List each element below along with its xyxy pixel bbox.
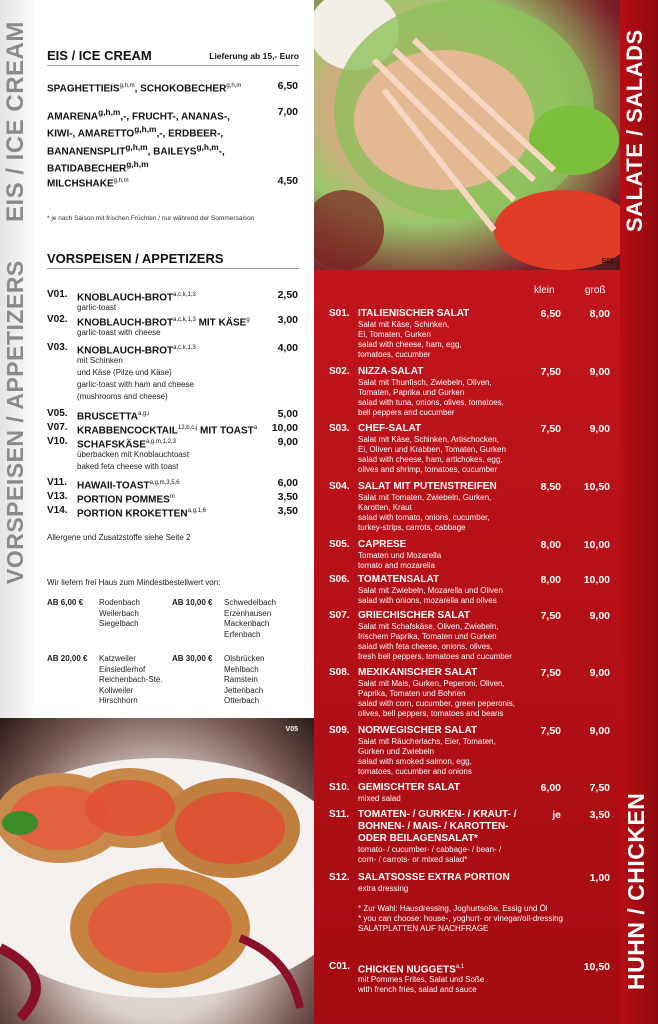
eis-header	[47, 48, 299, 66]
zone-place: Otterbach	[224, 696, 260, 705]
vor-sub: baked feta cheese with toast	[77, 462, 179, 471]
dressing-note-de: * Zur Wahl: Hausdressing, Joghurtsoße, Essig und Öl	[358, 904, 548, 913]
bruschetta-photo	[0, 718, 314, 1024]
sal-code: S02.	[329, 366, 350, 377]
vor-code: V07.	[47, 422, 68, 433]
salad-illustration	[314, 0, 620, 270]
zone-place: Kollweiler	[99, 685, 134, 695]
zone-place: Einsiedlerhof	[99, 664, 146, 674]
vor-code: V01.	[47, 289, 68, 300]
sal-sub: Tomaten, Paprika und Gurken	[358, 388, 465, 397]
eis-item-1: SPAGHETTIEIS$^{g,h,m}$, SCHOKOBECHER$^{g,h,m}$	[47, 83, 242, 95]
eis-item-3: MILCHSHAKE$^{g,h,m}$	[47, 178, 129, 190]
chicken-price: 10,50	[583, 961, 610, 973]
zone-place: Mackenbach	[224, 619, 270, 628]
vor-header	[47, 251, 299, 269]
sal-price-small: 8,00	[540, 574, 561, 586]
side-label-eis: EIS / ICE CREAM	[2, 21, 29, 222]
vor-code: V11.	[47, 477, 68, 488]
zone-amount: AB 6,00 €	[47, 598, 84, 607]
eis-season-note: * je nach Saison mit frischen Früchten / nur während der Sommersaison	[47, 215, 255, 222]
sal-sub: salad with corn, cucumber, green peperonis,	[358, 699, 515, 708]
sal-sub: olives and shrimp, tomatoes, cucumber	[358, 465, 498, 474]
sal-sub: extra dressing	[358, 884, 409, 893]
vor-name	[77, 505, 206, 520]
platter-note: SALATPLATTEN AUF NACHFRAGE	[358, 924, 489, 933]
vor-code: V05.	[47, 408, 68, 419]
vor-price: 3,50	[277, 505, 298, 517]
sal-price-large: 1,00	[589, 872, 610, 884]
chicken-code: C01.	[329, 961, 351, 972]
sal-name: CAPRESE	[358, 539, 407, 550]
side-label-salate: SALATE / SALADS	[622, 29, 647, 232]
sal-name: GEMISCHTER SALAT	[358, 782, 461, 793]
zone-place: Erzenhausen	[224, 608, 272, 618]
sal-name: MEXIKANISCHER SALAT	[358, 667, 478, 678]
vor-name-text: KRABBENCOCKTAIL	[77, 425, 178, 437]
vor-price: 6,00	[277, 477, 298, 489]
chicken-name: CHICKEN NUGGETS$^{a,1}$	[358, 964, 465, 976]
vor-sub: überbacken mit Knoblauchtoast	[77, 450, 190, 459]
sal-sub: fresh bell peppers, tomatoes and cucumber	[358, 652, 512, 661]
vor-name-extra: MIT TOAST	[197, 425, 254, 437]
col-small: klein	[534, 285, 555, 296]
vor-name-text: PORTION POMMES	[77, 494, 170, 506]
photo-tag-s01: S01	[601, 258, 614, 265]
vor-sub: garlic-toast with ham and cheese	[77, 380, 194, 389]
sal-sub: frischem Paprika, Tomaten und Gurken	[358, 632, 497, 641]
eis-price-3: 4,50	[277, 175, 298, 187]
eis-price-2: 7,00	[277, 106, 298, 118]
sal-price-large: 7,50	[589, 782, 610, 794]
photo-tag-v05: V05	[285, 726, 298, 733]
sal-sub: Karotten, Kraut	[358, 503, 412, 512]
sal-price-large: 9,00	[589, 366, 610, 378]
sal-name: CHEF-SALAT	[358, 423, 422, 434]
sal-sub: Salat mit Schafskäse, Oliven, Zwiebeln,	[358, 622, 499, 631]
sal-price-large: 10,00	[583, 539, 610, 551]
vor-price: 5,00	[277, 408, 298, 420]
zone-place: Weilerbach	[99, 608, 139, 618]
zone-place: Jettenbach	[224, 685, 264, 695]
sal-price-small: 7,50	[540, 423, 561, 435]
sal-name: SALATSOSSE EXTRA PORTION	[358, 872, 510, 883]
sal-name: NIZZA-SALAT	[358, 366, 424, 377]
sal-sub: salad with cheese, ham, egg,	[358, 340, 462, 349]
sal-sub: Gurken und Zwiebeln	[358, 747, 435, 756]
vor-code: V13.	[47, 491, 68, 502]
zone-amount: AB 10,00 €	[172, 598, 213, 607]
sal-code: S08.	[329, 667, 350, 678]
sal-sub: salad with smoked salmon, egg,	[358, 757, 472, 766]
chicken-sub-en: with french fries, salad and sauce	[358, 985, 477, 994]
vor-title: VORSPEISEN / APPETIZERS	[47, 251, 224, 266]
vor-name-sup: a,g,i	[137, 411, 150, 417]
sal-code: S09.	[329, 725, 350, 736]
vor-code: V03.	[47, 342, 68, 353]
sal-price-large: 9,00	[589, 667, 610, 679]
sal-sub: bell peppers and cucumber	[358, 408, 455, 417]
vor-code: V10.	[47, 436, 68, 447]
delivery-title: Wir liefern frei Haus zum Mindestbestellwert von:	[47, 578, 221, 587]
zone-place: Hirschhorn	[99, 696, 138, 705]
sal-price-small: 7,50	[540, 667, 561, 679]
sal-price-small: 6,00	[540, 782, 561, 794]
sal-sub: turkey-strips, carrots, cabbage	[358, 523, 466, 532]
sal-code: S04.	[329, 481, 350, 492]
vor-name-extra: MIT KÄSE	[195, 317, 247, 329]
zone-amount: AB 20,00 €	[47, 654, 88, 663]
zone-place: Katzweiler	[99, 654, 136, 663]
sal-price-small: 8,50	[540, 481, 561, 493]
sal-sub: Salat mit Thunfisch, Zwiebeln, Oliven,	[358, 378, 492, 387]
sal-sub: tomatoes, cucumber and onions	[358, 767, 472, 776]
sal-sub: olives, bell peppers, tomatoes and beans	[358, 709, 504, 718]
vor-name-sup: a,c,k,1,3	[173, 317, 196, 323]
zone-place: Siegelbach	[99, 619, 139, 628]
sal-sub: Salat mit Käse, Schinken, Artischocken,	[358, 435, 499, 444]
sal-sub: Salat mit Mais, Gurken, Peperoni, Oliven,	[358, 679, 505, 688]
eis-delivery-note: Lieferung ab 15,- Euro	[209, 51, 299, 61]
sal-price-large: 3,50	[589, 809, 610, 821]
sal-sub: tomato and mozarella	[358, 561, 435, 570]
sal-code: S06.	[329, 574, 350, 585]
sal-sub: salad with onions, mozarella and olives	[358, 596, 497, 605]
vor-name-sup: a,g,m,3,5,6	[149, 480, 180, 486]
zone-place: Schwedelbach	[224, 598, 277, 607]
vor-code: V02.	[47, 314, 68, 325]
vor-name-text: BRUSCETTA	[77, 411, 138, 423]
zone-place: Reichenbach-Ste.	[99, 675, 163, 684]
sal-sub: Paprika, Tomaten und Bohnen	[358, 689, 466, 698]
sal-code: S03.	[329, 423, 350, 434]
sal-code: S12.	[329, 872, 350, 883]
vor-sub: garlic-toast	[77, 303, 117, 312]
sal-sub: Tomaten und Mozarella	[358, 551, 442, 560]
side-label-huhn: HUHN / CHICKEN	[623, 792, 649, 990]
sal-sub: Ei, Oliven und Krabben, Tomaten, Gurken	[358, 445, 506, 454]
sal-code: S11.	[329, 809, 350, 820]
vor-name-text: PORTION KROKETTEN	[77, 508, 188, 520]
sal-name-line: ODER BEILAGENSALAT*	[358, 833, 478, 844]
sal-sub: corn- / carrots- or mixed salad*	[358, 855, 468, 864]
sal-price-large: 9,00	[589, 423, 610, 435]
vor-price: 10,00	[271, 422, 298, 434]
vor-name-text: SCHAFSKÄSE	[77, 439, 146, 451]
zone-amount: AB 30,00 €	[172, 654, 213, 663]
sal-name-line: BOHNEN- / MAIS- / KAROTTEN-	[358, 821, 509, 832]
vor-name-text: KNOBLAUCH-BROT	[77, 292, 174, 304]
allergy-note: Allergene und Zusatzstoffe siehe Seite 2	[47, 533, 191, 542]
sal-code: S05.	[329, 539, 350, 550]
sal-name: TOMATENSALAT	[358, 574, 440, 585]
zone-place: Ramstein	[224, 675, 258, 684]
vor-name-sup2: a	[253, 425, 258, 431]
sal-name: ITALIENISCHER SALAT	[358, 308, 470, 319]
eis-title: EIS / ICE CREAM	[47, 48, 152, 63]
sal-price-small: 8,00	[540, 539, 561, 551]
vor-price: 9,00	[277, 436, 298, 448]
salad-photo	[314, 0, 620, 270]
chicken-sub-de: mit Pommes Frites, Salat und Soße	[358, 975, 485, 984]
sal-name: NORWEGISCHER SALAT	[358, 725, 478, 736]
eis-item-2: AMARENA$^{g,h,m}$,-, FRUCHT-, ANANAS-, KIWI-, AMARETTO$^{g,h,m}$,-, ERDBEER-, BANANENSPLIT$^{g,h,m}$, BAILEYS$^{g,h,m}$-, BATIDABECHER$^{g,h,m}$	[47, 107, 230, 175]
sal-price-large: 8,00	[589, 308, 610, 320]
vor-sub: mit Schinken	[77, 356, 123, 365]
sal-name: TOMATEN- / GURKEN- / KRAUT- /	[358, 809, 517, 820]
side-label-vorspeisen: VORSPEISEN / APPETIZERS	[2, 260, 28, 584]
sal-name: SALAT MIT PUTENSTREIFEN	[358, 481, 497, 492]
sal-code: S07.	[329, 610, 350, 621]
vor-name-sup: a,g,1,6	[187, 508, 206, 514]
sal-sub: mixed salad	[358, 794, 401, 803]
sal-code: S10.	[329, 782, 350, 793]
vor-price: 3,00	[277, 314, 298, 326]
sal-price-large: 10,00	[583, 574, 610, 586]
zone-place: Erfenbach	[224, 629, 261, 639]
sal-sub: Salat mit Räucherlachs, Eier, Tomaten,	[358, 737, 496, 746]
vor-price: 3,50	[277, 491, 298, 503]
sal-price-small: 7,50	[540, 366, 561, 378]
vor-price: 2,50	[277, 289, 298, 301]
col-large: groß	[585, 285, 606, 296]
sal-price-large: 10,50	[583, 481, 610, 493]
vor-sub: und Käse (Pilze und Käse)	[77, 368, 172, 377]
vor-name-sup: m	[169, 494, 175, 500]
vor-name-text: KNOBLAUCH-BROT	[77, 317, 174, 329]
vor-name-sup: a,c,k,1,3	[173, 292, 196, 298]
sal-sub: salad with tomato, onions, cucumber,	[358, 513, 490, 522]
zone-place: Rodenbach	[99, 598, 140, 607]
vor-sub: garlic-toast with cheese	[77, 328, 161, 337]
vor-name-sup: a,c,k,1,3	[173, 345, 196, 351]
vor-name-text: KNOBLAUCH-BROT	[77, 345, 174, 357]
sal-price-small: 7,50	[540, 610, 561, 622]
sal-sub: Salat mit Zwiebeln, Mozarella und Oliven	[358, 586, 503, 595]
zone-place: Mehlbach	[224, 664, 259, 674]
sal-price-large: 9,00	[589, 725, 610, 737]
sal-sub: tomatoes, cucumber	[358, 350, 431, 359]
sal-code: S01.	[329, 308, 350, 319]
sal-price-small: je	[552, 809, 561, 821]
vor-name-sup: a,g,m,1,2,3	[145, 439, 176, 445]
sal-price-large: 9,00	[589, 610, 610, 622]
vor-name-sup: 12,b,c,j	[177, 425, 198, 431]
sal-name: GRIECHISCHER SALAT	[358, 610, 471, 621]
sal-sub: Ei, Tomaten, Gurken	[358, 330, 431, 339]
zone-place: Olsbrücken	[224, 654, 265, 663]
vor-name-sup2: g	[246, 317, 250, 323]
vor-price: 4,00	[277, 342, 298, 354]
sal-price-small: 7,50	[540, 725, 561, 737]
eis-price-1: 6,50	[277, 80, 298, 92]
bruschetta-illustration	[0, 718, 314, 1024]
sal-sub: Salat mit Tomaten, Zwiebeln, Gurken,	[358, 493, 492, 502]
vor-name-text: HAWAII-TOAST	[77, 480, 150, 492]
sal-sub: tomato- / cucumber- / cabbage- / bean- /	[358, 845, 502, 854]
sal-sub: salad with cheese, ham, artichokes, egg,	[358, 455, 503, 464]
vor-code: V14.	[47, 505, 68, 516]
sal-sub: salad with feta cheese, onions, olives,	[358, 642, 493, 651]
sal-sub: Salat mit Käse, Schinken,	[358, 320, 450, 329]
vor-sub: (mushrooms and cheese)	[77, 392, 168, 401]
sal-sub: salad with tuna, onions, olives, tomatoes,	[358, 398, 504, 407]
sal-price-small: 6,50	[540, 308, 561, 320]
dressing-note-en: * you can choose: house-, yoghurt- or vinegar/oil-dressing	[358, 914, 563, 923]
